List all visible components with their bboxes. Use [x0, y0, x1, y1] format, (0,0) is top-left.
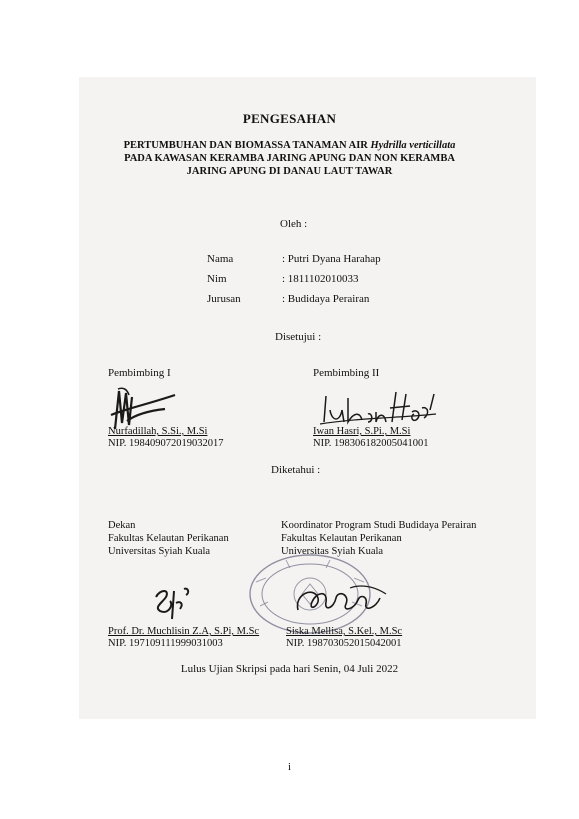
pembimbing1-role: Pembimbing I — [108, 367, 171, 379]
dekan-line2: Fakultas Kelautan Perikanan — [108, 533, 229, 544]
thesis-title-line-2: PADA KAWASAN KERAMBA JARING APUNG DAN NON KERAMBA — [124, 153, 455, 164]
nama-label: Nama — [207, 253, 234, 265]
nim-value: : 1811102010033 — [282, 273, 359, 285]
lulus-statement: Lulus Ujian Skripsi pada hari Senin, 04 Juli 2022 — [180, 663, 399, 675]
koordinator-line2: Fakultas Kelautan Perikanan — [281, 533, 402, 544]
species-name: Hydrilla verticillata — [370, 140, 456, 151]
koordinator-signature — [290, 580, 400, 622]
pembimbing2-nip: NIP. 198306182005041001 — [313, 438, 429, 449]
dekan-signature — [150, 583, 194, 623]
jurusan-label: Jurusan — [207, 293, 241, 305]
dekan-line3: Universitas Syiah Kuala — [108, 546, 211, 557]
page-heading: PENGESAHAN — [242, 111, 337, 126]
thesis-title-line-1 — [0, 140, 579, 151]
dekan-name: Prof. Dr. Muchlisin Z.A, S.Pi, M.Sc — [108, 626, 260, 637]
pembimbing1-nip: NIP. 198409072019032017 — [108, 438, 224, 449]
diketahui-label: Diketahui : — [271, 464, 321, 476]
pembimbing2-name: Iwan Hasri, S.Pi., M.Si — [313, 426, 411, 437]
dekan-line1: Dekan — [108, 520, 136, 531]
pembimbing2-role: Pembimbing II — [313, 367, 380, 379]
koordinator-line3: Universitas Syiah Kuala — [281, 546, 384, 557]
dekan-nip: NIP. 197109111999031003 — [108, 638, 223, 649]
oleh-label: Oleh : — [280, 218, 308, 230]
koordinator-name: Siska Mellisa, S.Kel., M.Sc — [286, 626, 403, 637]
koordinator-line1: Koordinator Program Studi Budidaya Perairan — [281, 520, 477, 531]
pembimbing1-name: Nurfadillah, S.Si., M.Si — [108, 426, 208, 437]
nama-value: : Putri Dyana Harahap — [282, 253, 381, 265]
thesis-title-part1: PERTUMBUHAN DAN BIOMASSA TANAMAN AIR — [123, 140, 371, 151]
thesis-title-line-3: JARING APUNG DI DANAU LAUT TAWAR — [186, 166, 393, 177]
page-number: i — [287, 761, 292, 773]
pembimbing2-signature — [318, 388, 438, 428]
jurusan-value: : Budidaya Perairan — [282, 293, 370, 305]
disetujui-label: Disetujui : — [275, 331, 322, 343]
koordinator-nip: NIP. 198703052015042001 — [286, 638, 402, 649]
nim-label: Nim — [207, 273, 227, 285]
